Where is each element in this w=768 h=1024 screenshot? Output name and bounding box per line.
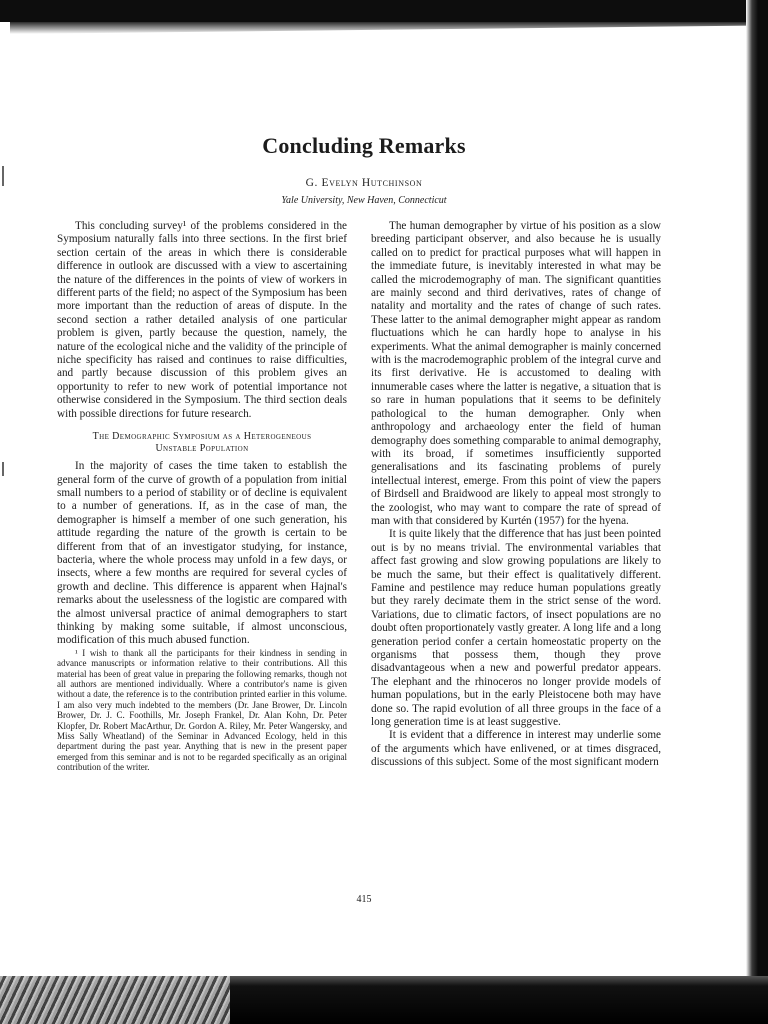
section-paragraph: In the majority of cases the time taken to establish the general form of the curve of growth of a population from initial small numbers to a period of stability or of decline is equivalent to a number of generations. If, as in the case of man, the demographer is himself a member of one such generation, his attitude regarding the nature of the growth is certain to be different from that of an investigator studying, for instance, bacteria, where the whole process may unfold in a few days, or insects, where a few months are required for several cycles of growth and decline. This difference is apparent when Hajnal's remarks about the uselessness of the logistic are compared with the almost universal practice of animal demographers to start thinking by making some suitable, if almost unconscious, modification of this much abused function. bbox=[57, 460, 347, 647]
body-paragraph: It is quite likely that the difference that has just been pointed out is by no means trivial. The environmental variables that affect fast growing and slow growing populations are likely to be much the same, but their effect is qualitatively different. Famine and pestilence may reduce human populations greatly but they rarely decimate them in the strict sense of the word. Variations, due to climatic factors, of insect populations are no doubt often proportionately vastly greater. A long life and a long generation period confer a certain homeostatic property on the organisms that possess them, though they prove disadvantageous when a new and powerful predator appears. The elephant and the rhinoceros no longer provide models of human populations, but in the early Pleistocene both may have done so. The rapid evolution of all three groups in the face of a long generation time is at least suggestive. bbox=[371, 528, 661, 729]
section-heading: The Demographic Symposium as a Heterogeneous Unstable Population bbox=[92, 431, 312, 455]
page-number: 415 bbox=[356, 894, 372, 905]
right-column bbox=[371, 220, 661, 770]
scan-bottom-artifact bbox=[0, 976, 230, 1024]
scan-top-border bbox=[0, 0, 768, 22]
author-affiliation: Yale University, New Haven, Connecticut bbox=[281, 195, 447, 206]
intro-paragraph: This concluding survey¹ of the problems considered in the Symposium naturally falls into three sections. In the first brief section certain of the areas in which there is considerable difference in outlook are discussed with a view to ascertaining the nature of the differences in the points of view of workers in different parts of the field; no aspect of the Symposium has been more important than the reduction of areas of dispute. In the second section a rather detailed analysis of one particular problem is given, partly because the question, namely, the nature of the ecological niche and the validity of the principle of niche specificity has raised and continues to raise difficulties, and partly because discussion of this problem gives an opportunity to refer to new work of potential importance not otherwise considered in the Symposium. The third section deals with possible directions for future research. bbox=[57, 220, 347, 420]
scan-right-border bbox=[746, 0, 768, 1024]
body-paragraph: It is evident that a difference in interest may underlie some of the arguments which have enlivened, or at times disgraced, discussions of this subject. Some of the most significant modern bbox=[371, 729, 661, 769]
body-paragraph: The human demographer by virtue of his position as a slow breeding participant observer, and also because he is usually called on to predict for practical purposes what will happen in the immediate future, is inevitably interested in what may be called the microdemography of man. The significant quantities are mainly second and third derivatives, rates of change of natality and mortality and the rates of change of such rates. These latter to the animal demographer might appear as random fluctuations which he can hardly hope to analyse in his experiments. What the animal demographer is mainly concerned with is the macrodemographic problem of the integral curve and its first derivative. He is accustomed to dealing with innumerable cases where the latter is negative, a situation that is so rare in human populations that it seems to be definitely pathological to the human demographer. Only when anthropology and archaeology enter the field of human demography does something comparable to animal demography, with its broad, if sometimes insufficiently supported generalisations and its fascinating problems of purely intellectual interest, emerge. From this point of view the papers of Birdsell and Braidwood are likely to appeal most strongly to the zoologist, who may want to compare the rate of spread of man with that considered by Kurtén (1957) for the hyena. bbox=[371, 220, 661, 527]
author-name: G. Evelyn Hutchinson bbox=[305, 177, 423, 189]
paper-title: Concluding Remarks bbox=[262, 133, 466, 158]
scan-top-shadow bbox=[10, 22, 750, 34]
footnote: ¹ I wish to thank all the participants for their kindness in sending in advance manuscripts or information relative to their contributions. All this material has been of great value in preparing the following remarks, though not all authors are mentioned individually. Where a contributor's name is given without a date, the reference is to the contribution printed earlier in this volume. I am also very much indebted to the members (Dr. Jane Brower, Dr. Lincoln Brower, Dr. J. C. Foothills, Mr. Joseph Frankel, Dr. Alan Kohn, Dr. Peter Klopfer, Dr. Robert MacArthur, Dr. Gordon A. Riley, Mr. Peter Wangersky, and Miss Sally Wheatland) of the Seminar in Advanced Ecology, held in this department during the past year. Anything that is new in the present paper emerged from this seminar and is not to be regarded specifically as an original contribution of the writer. bbox=[57, 647, 347, 773]
scan-left-mark bbox=[2, 462, 4, 476]
left-column bbox=[57, 220, 347, 773]
